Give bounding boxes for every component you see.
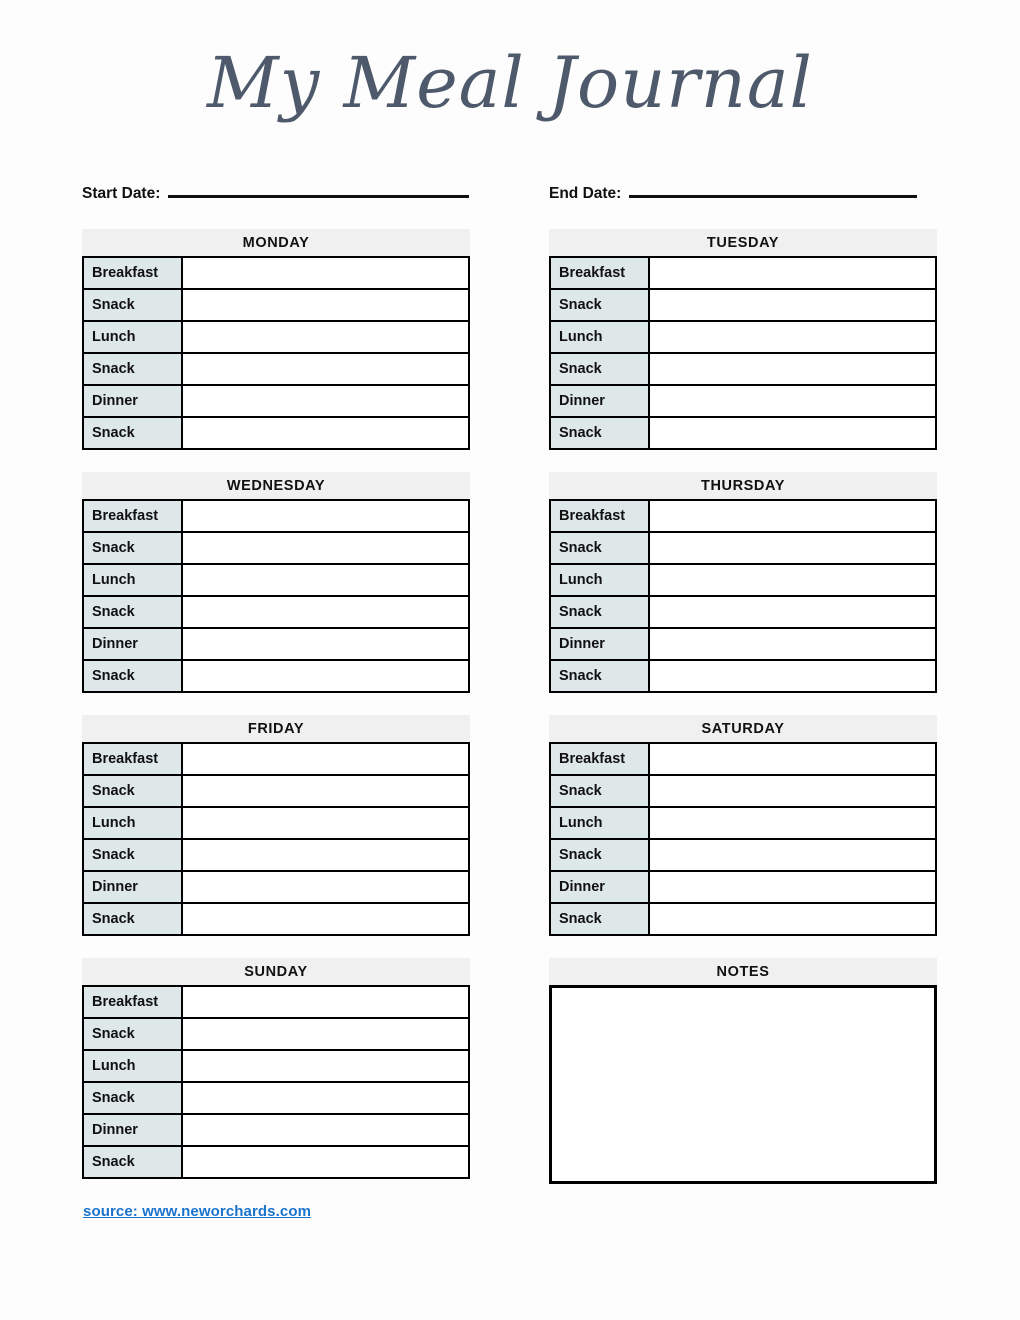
day-card <box>82 472 470 693</box>
meal-entry-input[interactable] <box>182 564 469 596</box>
grid-row <box>82 958 937 1184</box>
meal-table <box>82 742 470 936</box>
table-row <box>550 903 936 935</box>
table-row <box>550 417 936 449</box>
meal-label: Dinner <box>550 871 649 903</box>
meal-entry-input[interactable] <box>182 1050 469 1082</box>
meal-label: Breakfast <box>83 257 182 289</box>
meal-entry-input[interactable] <box>182 532 469 564</box>
meal-entry-input[interactable] <box>649 532 936 564</box>
meal-entry-input[interactable] <box>649 385 936 417</box>
table-row <box>83 1082 469 1114</box>
meal-label: Breakfast <box>550 743 649 775</box>
meal-entry-input[interactable] <box>182 353 469 385</box>
meal-entry-input[interactable] <box>649 417 936 449</box>
table-row <box>550 596 936 628</box>
start-date-input[interactable] <box>168 178 469 198</box>
day-card <box>82 958 470 1184</box>
meal-label: Snack <box>550 903 649 935</box>
day-header: WEDNESDAY <box>82 472 470 499</box>
table-row <box>83 1146 469 1178</box>
meal-entry-input[interactable] <box>649 775 936 807</box>
table-row <box>83 417 469 449</box>
meal-entry-input[interactable] <box>182 1082 469 1114</box>
table-row <box>83 986 469 1018</box>
table-row <box>83 1114 469 1146</box>
meal-label: Snack <box>550 289 649 321</box>
table-row <box>83 353 469 385</box>
meal-entry-input[interactable] <box>182 500 469 532</box>
meal-label: Snack <box>83 775 182 807</box>
meal-label: Lunch <box>83 321 182 353</box>
meal-label: Snack <box>550 660 649 692</box>
table-row <box>83 532 469 564</box>
meal-entry-input[interactable] <box>182 385 469 417</box>
table-row <box>83 289 469 321</box>
day-header: SUNDAY <box>82 958 470 985</box>
meal-label: Snack <box>83 1146 182 1178</box>
table-row <box>550 871 936 903</box>
meal-label: Snack <box>550 596 649 628</box>
meal-label: Snack <box>83 839 182 871</box>
meal-entry-input[interactable] <box>182 743 469 775</box>
table-row <box>83 628 469 660</box>
meal-label: Dinner <box>550 628 649 660</box>
notes-card <box>549 958 937 1184</box>
meal-entry-input[interactable] <box>182 417 469 449</box>
meal-label: Snack <box>83 596 182 628</box>
meal-entry-input[interactable] <box>649 743 936 775</box>
day-header: FRIDAY <box>82 715 470 742</box>
meal-label: Lunch <box>550 321 649 353</box>
day-header: SATURDAY <box>549 715 937 742</box>
meal-entry-input[interactable] <box>182 596 469 628</box>
meal-entry-input[interactable] <box>182 1114 469 1146</box>
meal-label: Snack <box>550 532 649 564</box>
meal-label: Lunch <box>83 1050 182 1082</box>
date-row <box>0 178 1020 208</box>
meal-table <box>82 256 470 450</box>
meal-table <box>82 985 470 1179</box>
notes-input[interactable] <box>549 985 937 1184</box>
meal-entry-input[interactable] <box>649 321 936 353</box>
meal-label: Snack <box>83 660 182 692</box>
meal-label: Snack <box>83 1018 182 1050</box>
day-header: TUESDAY <box>549 229 937 256</box>
meal-entry-input[interactable] <box>649 628 936 660</box>
table-row <box>550 257 936 289</box>
meal-entry-input[interactable] <box>182 1018 469 1050</box>
day-card <box>549 715 937 936</box>
meal-entry-input[interactable] <box>649 564 936 596</box>
meal-table <box>82 499 470 693</box>
end-date-label: End Date: <box>549 185 622 202</box>
meal-table <box>549 256 937 450</box>
meal-label: Lunch <box>83 807 182 839</box>
table-row <box>550 660 936 692</box>
table-row <box>83 564 469 596</box>
table-row <box>550 500 936 532</box>
meal-entry-input[interactable] <box>182 986 469 1018</box>
notes-header: NOTES <box>549 958 937 985</box>
meal-label: Dinner <box>83 628 182 660</box>
meal-entry-input[interactable] <box>649 500 936 532</box>
meal-label: Snack <box>550 775 649 807</box>
meal-entry-input[interactable] <box>649 660 936 692</box>
meal-entry-input[interactable] <box>182 289 469 321</box>
table-row <box>83 1018 469 1050</box>
table-row <box>83 903 469 935</box>
meal-entry-input[interactable] <box>182 871 469 903</box>
meal-entry-input[interactable] <box>182 839 469 871</box>
meal-label: Dinner <box>550 385 649 417</box>
table-row <box>550 807 936 839</box>
day-header: MONDAY <box>82 229 470 256</box>
meal-entry-input[interactable] <box>182 628 469 660</box>
day-card <box>549 229 937 450</box>
table-row <box>83 839 469 871</box>
meal-entry-input[interactable] <box>649 289 936 321</box>
page-title: My Meal Journal <box>207 42 813 124</box>
source-link[interactable]: source: www.neworchards.com <box>83 1203 312 1220</box>
table-row <box>550 743 936 775</box>
meal-label: Snack <box>83 353 182 385</box>
meal-entry-input[interactable] <box>182 321 469 353</box>
meal-label: Lunch <box>550 564 649 596</box>
table-row <box>83 660 469 692</box>
meal-label: Snack <box>83 903 182 935</box>
day-card <box>82 229 470 450</box>
end-date-input[interactable] <box>629 178 917 198</box>
meal-label: Lunch <box>550 807 649 839</box>
meal-label: Breakfast <box>83 500 182 532</box>
meal-label: Snack <box>550 417 649 449</box>
day-tables-grid <box>82 229 937 1206</box>
meal-entry-input[interactable] <box>649 353 936 385</box>
meal-label: Breakfast <box>550 257 649 289</box>
meal-entry-input[interactable] <box>182 660 469 692</box>
table-row <box>83 257 469 289</box>
table-row <box>83 500 469 532</box>
meal-label: Breakfast <box>83 743 182 775</box>
grid-row <box>82 715 937 936</box>
meal-entry-input[interactable] <box>649 903 936 935</box>
table-row <box>83 596 469 628</box>
meal-label: Breakfast <box>550 500 649 532</box>
meal-entry-input[interactable] <box>182 903 469 935</box>
meal-entry-input[interactable] <box>649 807 936 839</box>
table-row <box>83 775 469 807</box>
table-row <box>83 1050 469 1082</box>
meal-label: Snack <box>83 1082 182 1114</box>
table-row <box>550 353 936 385</box>
meal-entry-input[interactable] <box>649 871 936 903</box>
start-date-group <box>82 178 469 203</box>
meal-label: Breakfast <box>83 986 182 1018</box>
table-row <box>550 385 936 417</box>
table-row <box>83 385 469 417</box>
meal-entry-input[interactable] <box>182 775 469 807</box>
meal-label: Snack <box>83 289 182 321</box>
table-row <box>550 321 936 353</box>
meal-entry-input[interactable] <box>182 257 469 289</box>
meal-label: Snack <box>83 417 182 449</box>
table-row <box>550 289 936 321</box>
meal-label: Snack <box>550 353 649 385</box>
meal-entry-input[interactable] <box>182 807 469 839</box>
meal-label: Dinner <box>83 871 182 903</box>
table-row <box>550 532 936 564</box>
meal-label: Dinner <box>83 385 182 417</box>
day-header: THURSDAY <box>549 472 937 499</box>
grid-row <box>82 229 937 450</box>
meal-label: Snack <box>83 532 182 564</box>
day-card <box>82 715 470 936</box>
table-row <box>83 321 469 353</box>
meal-entry-input[interactable] <box>649 257 936 289</box>
meal-label: Snack <box>550 839 649 871</box>
table-row <box>83 743 469 775</box>
meal-entry-input[interactable] <box>182 1146 469 1178</box>
meal-entry-input[interactable] <box>649 839 936 871</box>
meal-label: Dinner <box>83 1114 182 1146</box>
table-row <box>550 564 936 596</box>
meal-table <box>549 742 937 936</box>
table-row <box>550 839 936 871</box>
table-row <box>83 871 469 903</box>
meal-entry-input[interactable] <box>649 596 936 628</box>
meal-label: Lunch <box>83 564 182 596</box>
meal-table <box>549 499 937 693</box>
table-row <box>550 628 936 660</box>
grid-row <box>82 472 937 693</box>
day-card <box>549 472 937 693</box>
table-row <box>550 775 936 807</box>
table-row <box>83 807 469 839</box>
end-date-group <box>549 178 937 203</box>
start-date-label: Start Date: <box>82 185 161 202</box>
